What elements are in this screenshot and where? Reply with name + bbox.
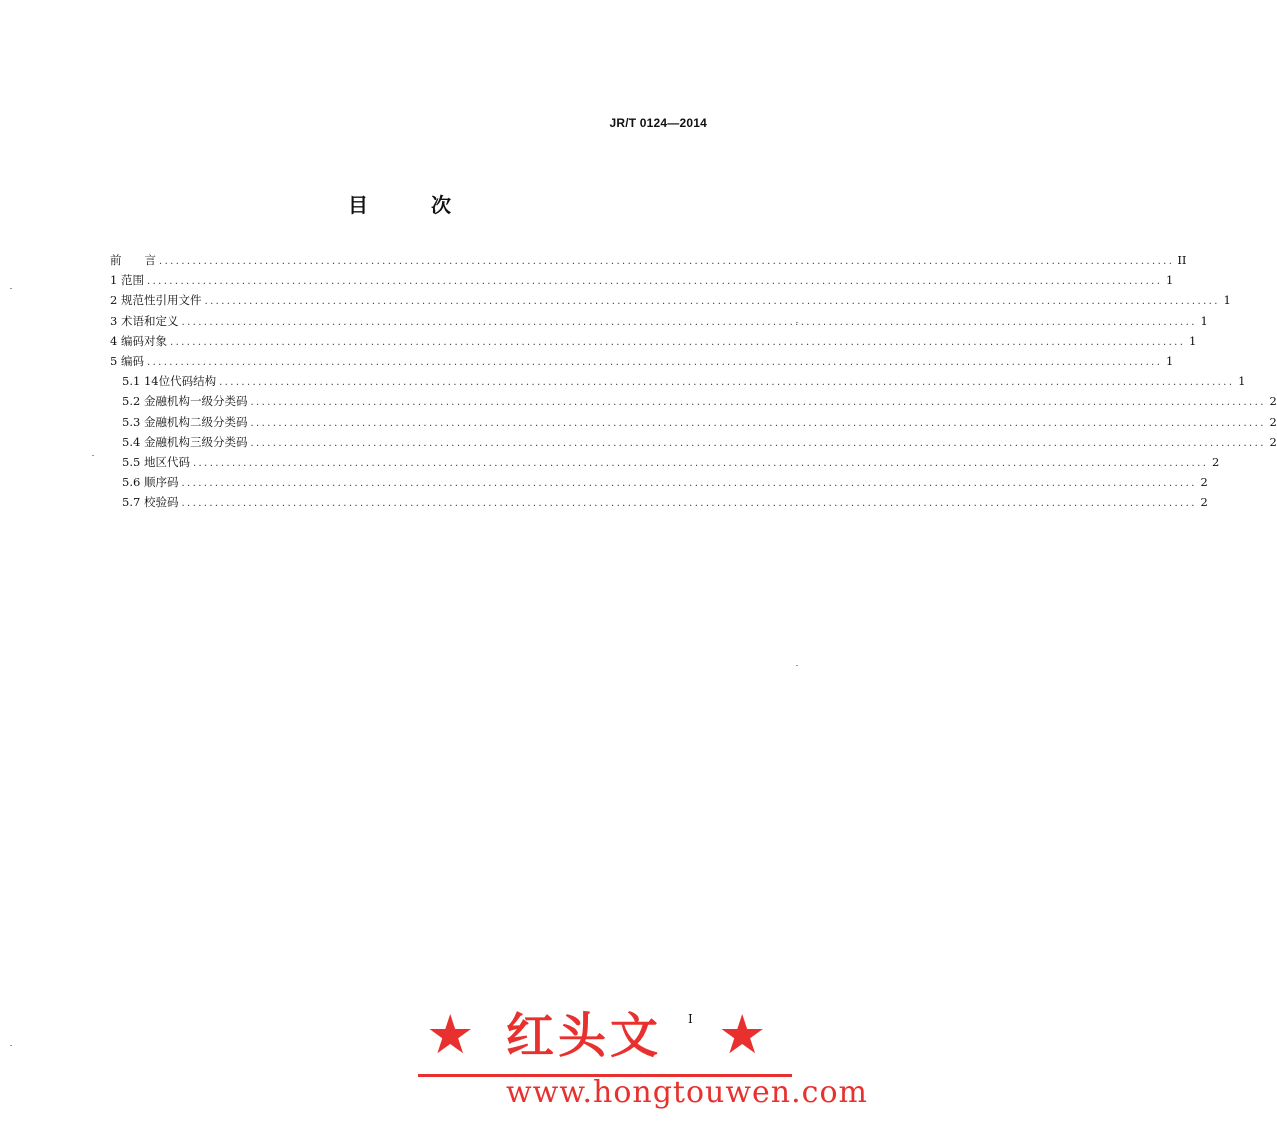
toc-entry[interactable] [110, 252, 1187, 272]
scan-artifact [10, 288, 12, 289]
toc-entry-label: 5.5 地区代码 [122, 454, 190, 469]
watermark-url: www.hongtouwen.com [506, 1075, 868, 1110]
toc-leader-dots [250, 418, 1265, 429]
toc-leader-dots [170, 337, 1185, 348]
toc-entry-label: 5.7 校验码 [122, 495, 179, 510]
toc-entry-label: 5.6 顺序码 [122, 475, 179, 490]
toc-entry[interactable] [110, 333, 1197, 353]
toc-leader-dots [147, 276, 1162, 287]
toc-leader-dots [250, 438, 1265, 449]
scan-artifact [10, 1045, 12, 1046]
toc-leader-dots [181, 498, 1196, 509]
star-icon: ★ [426, 1003, 475, 1066]
toc-entry[interactable] [110, 494, 1208, 514]
toc-entry-label: 5.4 金融机构三级分类码 [122, 434, 248, 449]
table-of-contents [110, 252, 1277, 514]
toc-leader-dots [204, 296, 1219, 307]
scan-artifact [796, 322, 798, 323]
toc-leader-dots [219, 377, 1234, 388]
toc-entry-label: 5.2 金融机构一级分类码 [122, 394, 248, 409]
scan-artifact [92, 455, 94, 456]
toc-entry-label: 4 编码对象 [110, 333, 167, 348]
toc-entry-page: 2 [1269, 414, 1277, 429]
toc-entry-page: 1 [1188, 333, 1197, 348]
toc-leader-dots [193, 458, 1208, 469]
toc-entry[interactable] [110, 272, 1174, 292]
toc-title: 目 次 [348, 193, 479, 217]
toc-entry-label: 1 范围 [110, 273, 144, 288]
toc-leader-dots [181, 317, 1196, 328]
toc-entry-label: 5.1 14位代码结构 [122, 374, 217, 389]
toc-leader-dots [181, 478, 1196, 489]
toc-entry[interactable] [110, 292, 1231, 312]
page-number: I [688, 1012, 693, 1026]
toc-leader-dots [147, 357, 1162, 368]
toc-entry-page: 1 [1200, 313, 1208, 328]
toc-leader-dots [250, 397, 1265, 408]
toc-entry-page: II [1177, 253, 1187, 267]
toc-entry-label: 5.3 金融机构二级分类码 [122, 414, 248, 429]
toc-entry-page: 2 [1200, 475, 1208, 490]
toc-entry[interactable] [110, 414, 1277, 434]
scan-artifact [796, 665, 798, 666]
toc-entry-label: 3 术语和定义 [110, 313, 179, 328]
toc-entry-page: 1 [1238, 374, 1246, 389]
toc-entry[interactable] [110, 434, 1277, 454]
toc-leader-dots [159, 256, 1174, 267]
watermark-logo [418, 1002, 868, 1114]
toc-entry[interactable] [110, 353, 1174, 373]
toc-entry-label: 2 规范性引用文件 [110, 293, 202, 308]
standard-code: JR/T 0124—2014 [609, 116, 707, 130]
toc-entry[interactable] [110, 313, 1208, 333]
toc-entry-page: 1 [1223, 293, 1231, 308]
star-icon: ★ [718, 1003, 767, 1066]
toc-entry-page: 2 [1211, 454, 1220, 469]
watermark-text: 红头文 [506, 1008, 663, 1064]
toc-entry-label: 前 言 [110, 253, 156, 267]
toc-entry-page: 1 [1165, 353, 1174, 368]
toc-entry-label: 5 编码 [110, 353, 144, 368]
toc-entry-page: 2 [1269, 434, 1277, 449]
toc-entry[interactable] [110, 474, 1208, 494]
toc-entry[interactable] [110, 393, 1277, 413]
toc-entry-page: 1 [1165, 273, 1174, 288]
toc-entry[interactable] [110, 373, 1246, 393]
toc-entry-page: 2 [1200, 495, 1208, 510]
toc-entry-page: 2 [1269, 394, 1277, 409]
toc-entry[interactable] [110, 454, 1220, 474]
